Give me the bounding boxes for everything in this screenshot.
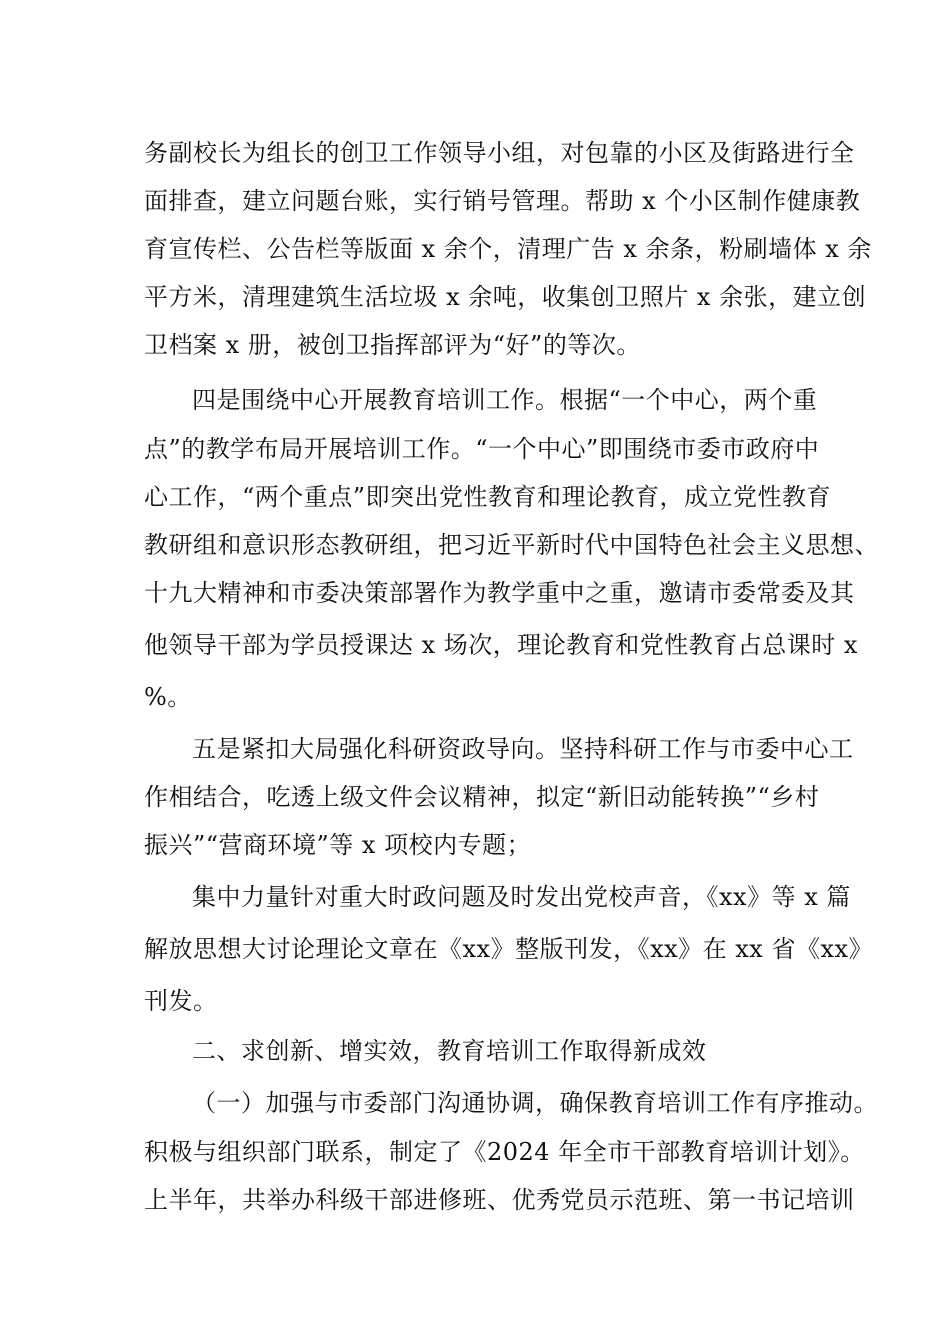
text-line: 心工作，“两个重点”即突出党性教育和理论教育，成立党性教育 — [144, 483, 832, 511]
text-line: 点”的教学布局开展培训工作。“一个中心”即围绕市委市政府中 — [144, 435, 820, 463]
text-line: 教研组和意识形态教研组，把习近平新时代中国特色社会主义思想、 — [144, 531, 879, 559]
paragraph-five-start: 五是紧扣大局强化科研资政导向。坚持科研工作与市委中心工 — [192, 735, 854, 763]
text-line: 解放思想大讨论理论文章在《xx》整版刊发，《xx》在 xx 省《xx》 — [144, 935, 874, 963]
text-line: 振兴”“营商环境”等 x 项校内专题； — [144, 831, 532, 859]
text-line: 务副校长为组长的创卫工作领导小组，对包靠的小区及街路进行全 — [144, 139, 855, 167]
text-line: %。 — [144, 683, 192, 711]
section-heading: 二、求创新、增实效，教育培训工作取得新成效 — [192, 1037, 707, 1065]
text-line: 上半年，共举办科级干部进修班、优秀党员示范班、第一书记培训 — [144, 1186, 855, 1214]
paragraph-start: 集中力量针对重大时政问题及时发出党校声音，《xx》等 x 篇 — [192, 883, 851, 911]
text-line: 他领导干部为学员授课达 x 场次，理论教育和党性教育占总课时 x — [144, 631, 858, 659]
text-line: 面排查，建立问题台账，实行销号管理。帮助 x 个小区制作健康教 — [144, 187, 861, 215]
text-line: 十九大精神和市委决策部署作为教学重中之重，邀请市委常委及其 — [144, 579, 855, 607]
text-line: 卫档案 x 册，被创卫指挥部评为“好”的等次。 — [144, 331, 641, 359]
paragraph-four-start: 四是围绕中心开展教育培训工作。根据“一个中心，两个重 — [192, 386, 818, 414]
text-line: 育宣传栏、公告栏等版面 x 余个，清理广告 x 余条，粉刷墙体 x 余 — [144, 235, 872, 263]
text-line: 作相结合，吃透上级文件会议精神，拟定“新旧动能转换”“乡村 — [144, 783, 820, 811]
subsection-heading: （一）加强与市委部门沟通协调，确保教育培训工作有序推动。 — [192, 1089, 878, 1117]
text-line: 积极与组织部门联系，制定了《2024 年全市干部教育培训计划》。 — [144, 1138, 865, 1166]
text-line: 刊发。 — [144, 987, 218, 1015]
text-line: 平方米，清理建筑生活垃圾 x 余吨，收集创卫照片 x 余张，建立创 — [144, 283, 867, 311]
